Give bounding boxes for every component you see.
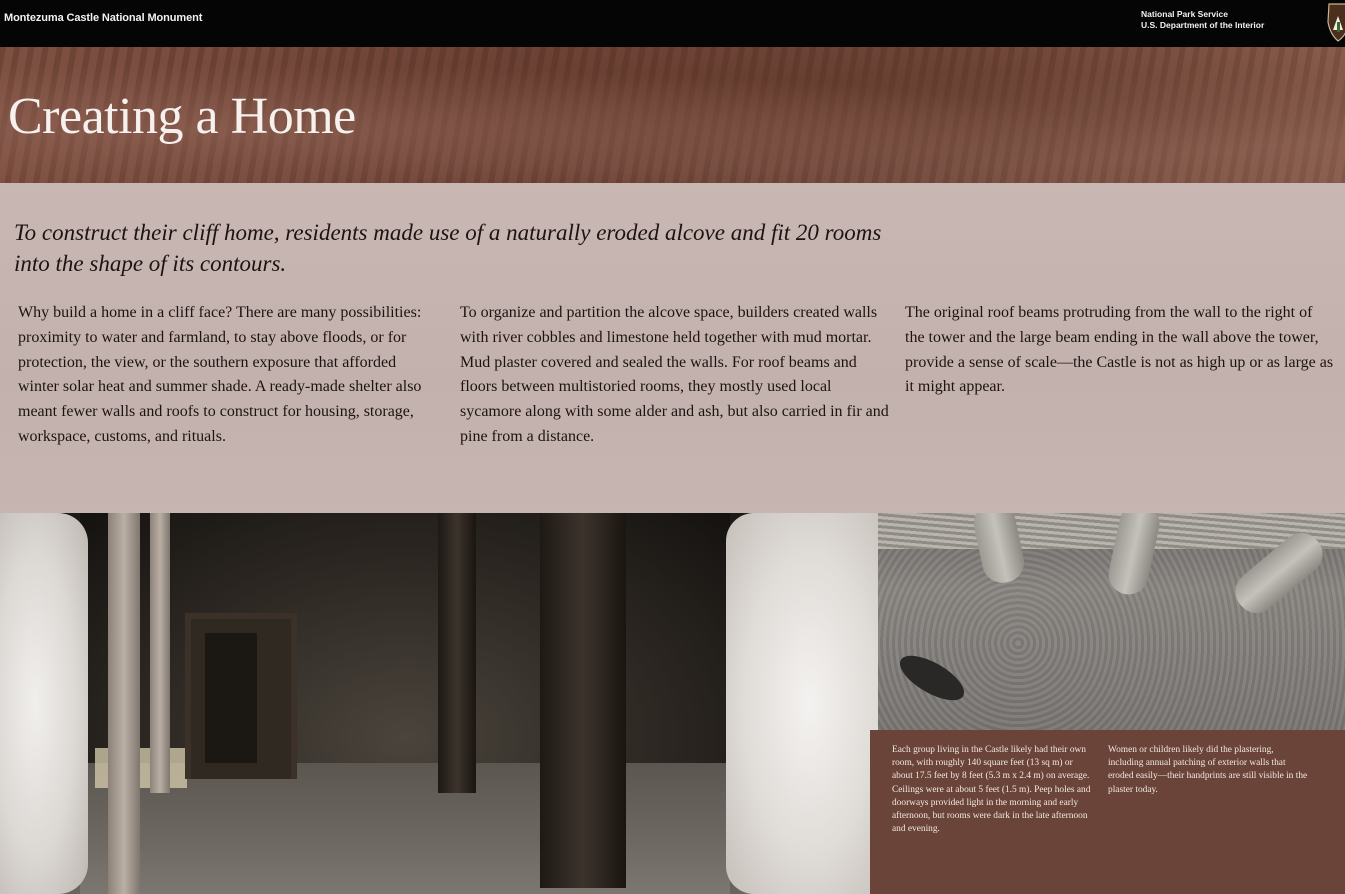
rock-frame-left xyxy=(0,513,88,894)
wooden-post xyxy=(540,513,626,888)
department-name: U.S. Department of the Interior xyxy=(1141,20,1265,30)
header-bar xyxy=(0,0,1345,47)
plaster-crack xyxy=(893,647,970,709)
agency-name: National Park Service xyxy=(1141,9,1228,19)
park-name: Montezuma Castle National Monument xyxy=(4,12,203,24)
room-doorway xyxy=(205,633,257,763)
cliff-dwelling-interior-photo xyxy=(0,513,878,894)
caption-rooms: Each group living in the Castle likely had their own room, with roughly 140 square feet (13 sq m) or about 17.5 feet by 8 feet (5.3 m x 2.4 m) on average. Ceilings were at about 5 feet (1.5 m). Peep holes and doorways provided light in the morning and early afternoon, but rooms were dark in the late afternoon and evening. xyxy=(892,745,1091,835)
nps-arrowhead-icon xyxy=(1326,2,1345,42)
text-panel xyxy=(0,183,1345,513)
body-column-3: The original roof beams protruding from the wall to the right of the tower and the large beam ending in the wall above the tower, provide a sense of scale—the Castle is not as high up or as large as it might appear. xyxy=(905,304,1334,396)
title-band xyxy=(0,47,1345,183)
reed-ceiling xyxy=(878,513,1345,549)
agency-block xyxy=(1141,9,1264,31)
caption-plastering: Women or children likely did the plastering, including annual patching of exterior walls that eroded easily—their handprints are still visible in the plaster today. xyxy=(1108,745,1308,795)
metal-pole xyxy=(150,513,170,793)
lead-paragraph: To construct their cliff home, residents made use of a naturally eroded alcove and fit 20 rooms into the shape of its contours. xyxy=(14,220,882,276)
body-column-1: Why build a home in a cliff face? There are many possibilities: proximity to water and farmland, to stay above floods, or for protection, the view, or the southern exposure that afforded winter solar heat and summer shade. A ready-made shelter also meant fewer walls and roofs to construct for housing, storage, workspace, customs, and rituals. xyxy=(18,304,422,445)
caption-box xyxy=(870,730,1345,894)
metal-pole xyxy=(108,513,140,894)
rock-frame-right xyxy=(726,513,878,894)
body-column-2: To organize and partition the alcove space, builders created walls with river cobbles and limestone held together with mud mortar. Mud plaster covered and sealed the walls. For roof beams and floors between multistoried rooms, they mostly used local sycamore along with some alder and ash, but also carried in fir and pine from a distance. xyxy=(460,304,889,445)
plaster-handprints-photo xyxy=(878,513,1345,730)
wooden-post xyxy=(438,513,476,793)
page-title: Creating a Home xyxy=(8,88,356,145)
